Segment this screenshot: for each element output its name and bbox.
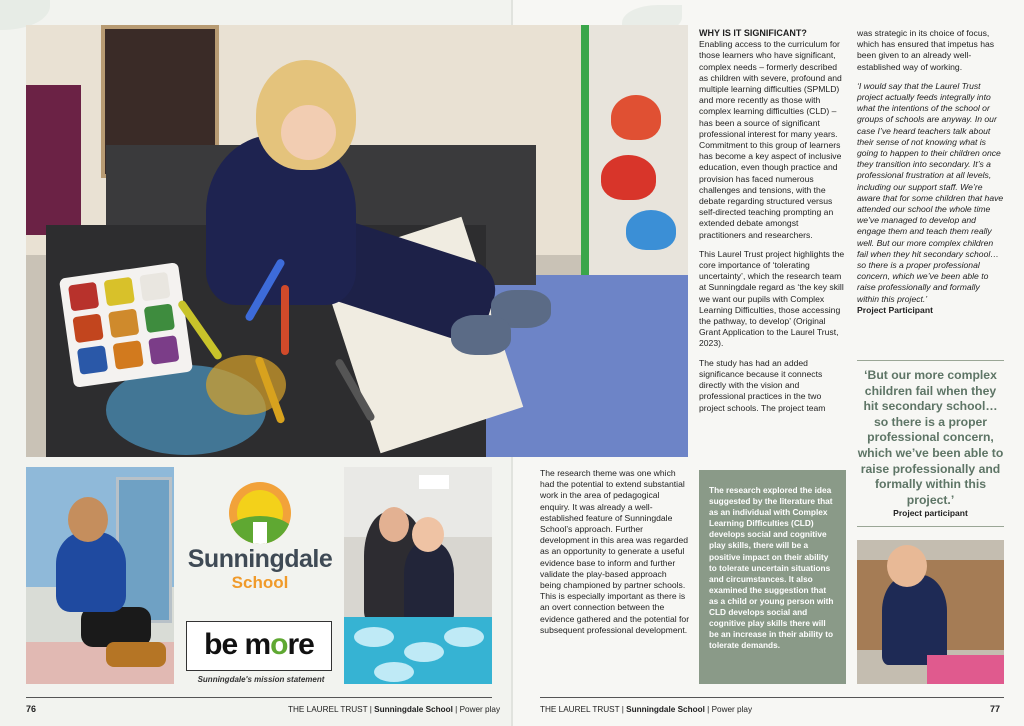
footer-right: THE LAUREL TRUST | Sunningdale School | Power play: [540, 705, 753, 714]
participant-quote: ‘I would say that the Laurel Trust project actually feeds integrally into what the intentions of the school or groups of schools are anyway. In our case I’ve heard teachers talk about their sense of not knowing what is going to happen to their children once they transition into secondary. It’s a professional frustration at all levels, including our support staff. We’re aware that for some children that have attended our school the whole time we’ve managed to develop and engage them and teach them really well. But our more complex children fail when they hit secondary school… so there is a proper professional concern, which we’ve been able to raise professionally and formally within this project.’: [857, 80, 1004, 304]
callout-text: The research explored the idea suggested by the literature that as an individual with Complex Learning Difficulties (CLD) develops social and cognitive play skills, there will be a positive impact on their ability to tolerate uncertain situations and circumstances. It also examined the suggestion that as a child or young person with CLD develops social and cognitive play skills there will be an increase in their ability to tolerate demands.: [709, 485, 834, 651]
paragraph: Enabling access to the curriculum for those learners who have significant, complex needs – formerly described as children with severe, profound and multiple learning difficulties (SPMLD) and more recently as those with complex learning difficulties (CLD) – has been a source of significant professional interest for many years. Commitment to this group of learners has become a key aspect of inclusive education, even though practice and provision has faced numerous challenges and tensions, with the debate regarding structured versus self-directed teaching prompting an extended debate amongst practitioners and researchers.: [699, 39, 842, 240]
sunningdale-logo-block: [184, 467, 336, 684]
article-column-2: [857, 28, 1004, 316]
photo-boy-on-chair: [26, 467, 174, 684]
mission-caption: Sunningdale's mission statement: [197, 675, 325, 684]
page-number-right: 77: [990, 704, 1001, 714]
school-name: Sunningdale: [187, 545, 333, 573]
photo-boy-painting: [857, 540, 1004, 684]
paragraph: The study has had an added significance because it connects directly with the vision and professional practices in the two project schools. The project team: [699, 357, 826, 413]
article-column-1: [699, 28, 847, 422]
footer-rule-right: [540, 697, 1004, 698]
research-callout-box: [699, 470, 846, 684]
pull-quote-attribution: Project participant: [893, 508, 968, 518]
quote-attribution: Project Participant: [857, 304, 933, 315]
paragraph: was strategic in its choice of focus, which has ensured that impetus has been given to an already well-established way of working.: [857, 28, 995, 72]
pull-quote: ‘But our more complex children fail when they hit secondary school… so there is a proper professional concern, which we’ve been able to raise professionally and formally within this project.’: [857, 368, 1004, 507]
mission-logo: be more: [186, 621, 332, 671]
sunningdale-emblem-icon: [229, 482, 291, 544]
footer-left: THE LAUREL TRUST | Sunningdale School | Power play: [288, 705, 501, 714]
photo-girl-painting: [26, 25, 688, 457]
article-column-3: [540, 468, 690, 644]
paragraph: This Laurel Trust project highlights the core importance of ‘tolerating uncertainty’, which the research team at Sunningdale regard as ‘the key skill we want our pupils with Complex Learning Difficulties, those accessing the pathway, to develop’ (Original Grant Application to the Laurel Trust, 2023).: [699, 248, 845, 349]
pullquote-rule-top: [857, 360, 1004, 361]
school-sub: School: [231, 573, 289, 592]
photo-adult-and-child-foam-table: [344, 467, 492, 684]
footer-rule-left: [26, 697, 492, 698]
paragraph: The research theme was one which had the potential to extend substantial work in the area of pedagogical enquiry. It was already a well- established feature of Sunningdale School’s approach. Further development in this area was regarded as an opportunity to generate a useful evidence base to inform and further validate the play-based approach being championed by partner schools. This is especially important as there is an overt connection between the evidence gathered and the potential for subsequent professional development.: [540, 468, 690, 635]
section-heading: WHY IS IT SIGNIFICANT?: [699, 28, 807, 38]
page-number-left: 76: [26, 704, 37, 714]
pullquote-rule-bottom: [857, 526, 1004, 527]
